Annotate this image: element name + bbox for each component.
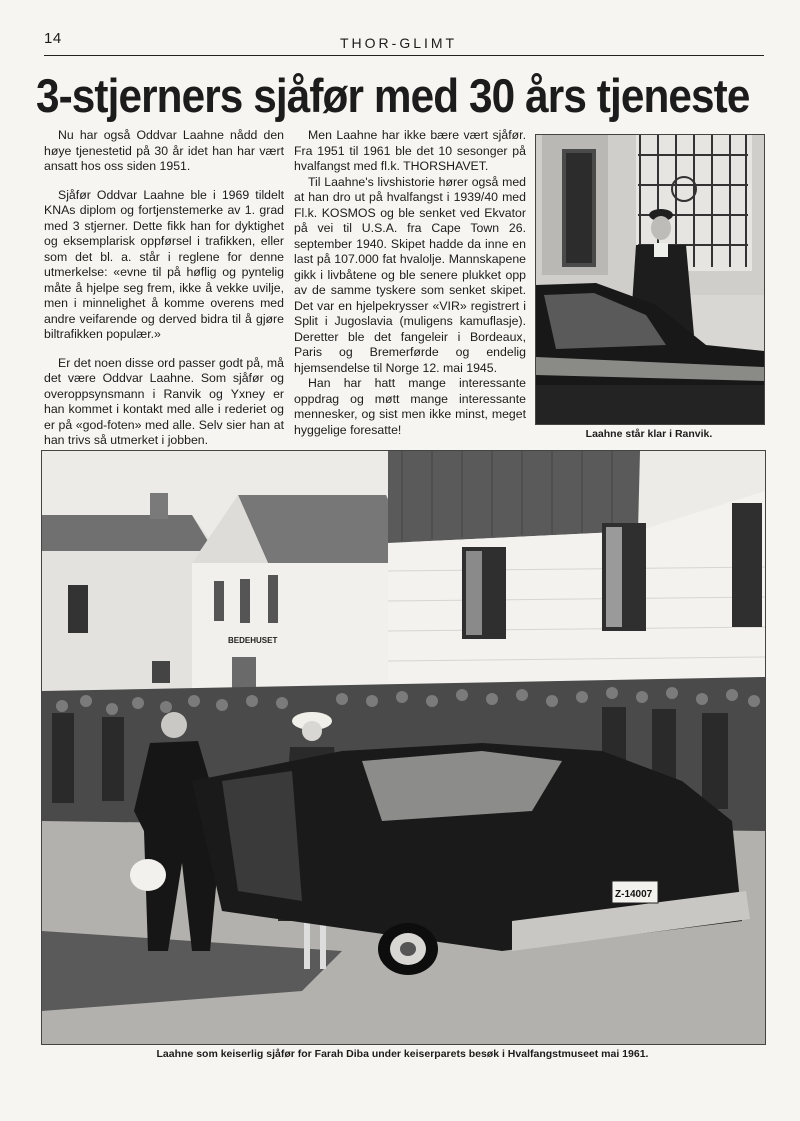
photo-imperial-visit [41, 450, 766, 1045]
photo-chauffeur-ranvik [535, 134, 765, 425]
running-head: THOR-GLIMT [340, 35, 458, 51]
column2-paragraph-1: Men Laahne har ikke bære vært sjåfør. Fra 1951 til 1961 ble det 10 sesonger på hvalfangst med fl.k. THORSHAVET. [294, 128, 526, 173]
column2-paragraph-2: Til Laahne's livshistorie hører også med at han dro ut på hvalfangst i 1939/40 med Fl.k. KOSMOS og ble senket ved Ekvator på vei til U.S.A. fra Cape Town 26. september 1940. Skipet hadde da inne en last på 107.000 fat hvalolje. Mannskapene gikk i livbåtene og ble senere plukket opp av de samme tyskere som senket skipet. Det var en hjelpekrysser «VIR» registrert i Split i Jugoslavia (muligens kamuflasje). Deretter ble det fangeleir i Bordeaux, Paris og Bremerførde og endelig hjemsendelse til Norge 12. mai 1945. [294, 174, 526, 375]
column1-paragraph-3: Er det noen disse ord passer godt på, må det være Oddvar Laahne. Som sjåfør og overoppsynsmann i Ranvik og Yxney er han kommet i kontakt med alle i rederiet og er på «god-foten» med alle. Selv sier han at han trivs så utmerket i jobben. [44, 355, 284, 447]
caption-top-photo: Laahne står klar i Ranvik. [585, 428, 713, 440]
article-column-2 [294, 128, 526, 438]
column1-paragraph-2: Sjåfør Oddvar Laahne ble i 1969 tildelt KNAs diplom og fortjenstemerke av 1. grad med 3 stjerner. Dette fikk han for dyktighet og eksemplarisk oppførsel i trafikken, eller som det bl. a. står i reglene for denne utmerkelse: «evne til på høflig og pyntelig måte å hjelpe seg frem, ikke å vekke uvilje, men i minnelighet å komme overens med andre veifarende og derved bidra til å gjøre biltrafikken populær.» [44, 187, 284, 341]
page-number: 14 [44, 30, 62, 47]
column2-paragraph-3: Han har hatt mange interessante oppdrag og møtt mange interessante mennesker, og sist men ikke minst, meget hyggelige foresatte! [294, 376, 526, 437]
building-sign: BEDEHUSET [228, 636, 278, 645]
caption-bottom-photo: Laahne som keiserlig sjåfør for Farah Diba under keiserparets besøk i Hvalfangstmuseet mai 1961. [156, 1048, 649, 1060]
license-plate: Z-14007 [615, 889, 653, 900]
header-rule [44, 55, 764, 56]
article-column-1 [44, 128, 284, 449]
headline: 3-stjerners sjåfør med 30 års tjeneste [36, 69, 750, 122]
column1-paragraph-1: Nu har også Oddvar Laahne nådd den høye tjenestetid på 30 år idet han har vært ansatt hos oss siden 1951. [44, 128, 284, 173]
